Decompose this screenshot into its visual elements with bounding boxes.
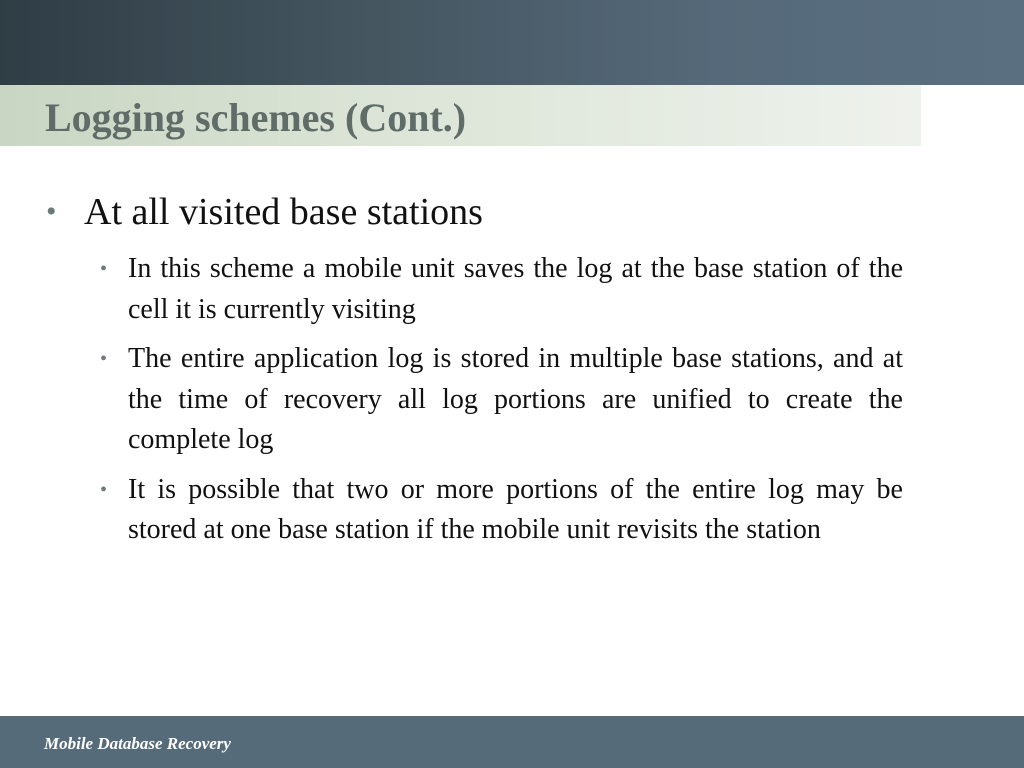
sub-bullet-text: The entire application log is stored in multiple base stations, and at the time of recovery all log portions are unified to create the complete log [128,343,903,455]
sub-bullet [100,339,903,461]
sub-bullet-icon: • [100,348,108,370]
bullet-icon: • [46,195,57,228]
bullet-text: At all visited base stations [84,191,483,233]
bullet-level-1 [46,188,1024,236]
sub-bullet-text: It is possible that two or more portions of the entire log may be stored at one base station if the mobile unit revisits the station [128,473,903,545]
sub-bullet-text: In this scheme a mobile unit saves the log at the base station of the cell it is currently visiting [128,253,903,325]
header-band [0,0,1024,85]
sub-bullet [100,249,903,330]
slide-content [0,188,1024,551]
sub-bullet-icon: • [100,258,108,280]
slide-title: Logging schemes (Cont.) [45,95,467,140]
sub-bullet-icon: • [100,478,108,501]
sub-bullet [100,470,903,551]
footer-text: Mobile Database Recovery [44,734,231,753]
